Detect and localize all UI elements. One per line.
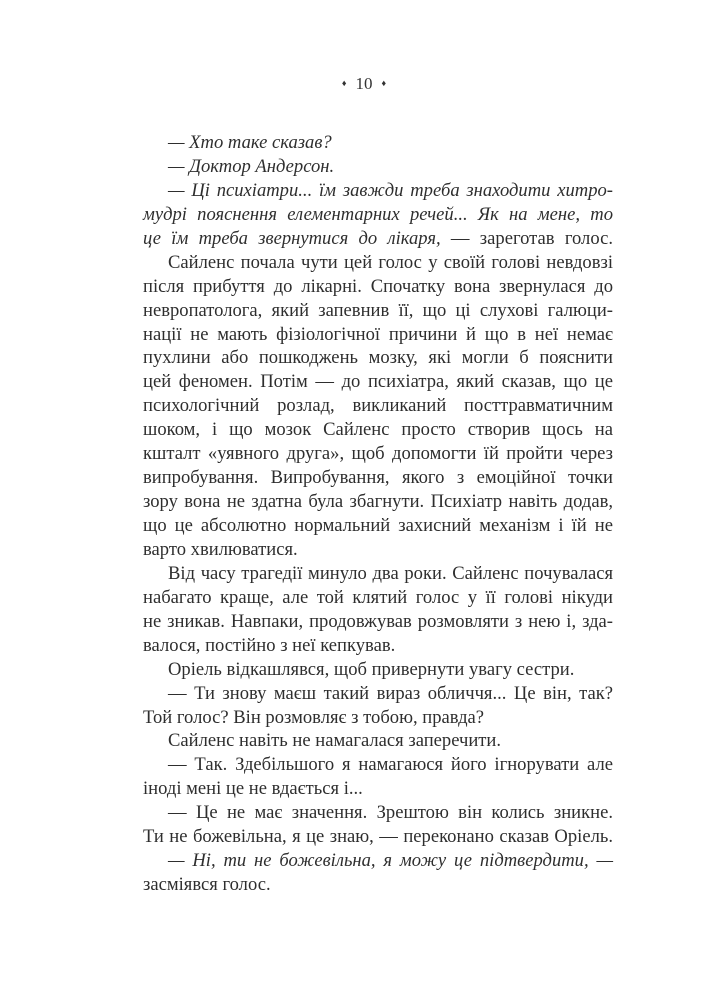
text-line (143, 562, 613, 586)
text-line (143, 658, 613, 682)
text-segment: цей феномен. Потім — до психіатра, який сказав, що це (143, 371, 613, 393)
text-segment: Від часу трагедії минуло два роки. Сайленс почувалася (168, 562, 613, 584)
text-line (143, 251, 613, 275)
text-line (143, 394, 613, 418)
text-line (143, 442, 613, 466)
italic-text-segment: — Ні, ти не божевільна, я можу це підтвердити, — (168, 850, 613, 872)
text-line (143, 275, 613, 299)
text-line (143, 801, 613, 825)
text-line (143, 370, 613, 394)
page-number: 10 (355, 74, 373, 93)
text-line (143, 514, 613, 538)
text-segment: нації не мають фізіологічної причини й що в неї немає (143, 323, 613, 345)
diamond-ornament-icon: ♦ (381, 78, 387, 89)
text-line (143, 706, 613, 730)
text-line (143, 155, 613, 179)
diamond-ornament-icon: ♦ (341, 78, 347, 89)
text-segment: не зникав. Навпаки, продовжував розмовляти з нею і, зда- (143, 610, 613, 632)
text-segment: шоком, і що мозок Сайленс просто створив щось на (143, 419, 613, 441)
text-segment: Той голос? Він розмовляє з тобою, правда? (143, 706, 485, 728)
text-segment: — Так. Здебільшого я намагаюся його ігнорувати але (168, 754, 613, 776)
text-segment: — Ти знову маєш такий вираз обличчя... Це він, так? (168, 682, 613, 704)
text-line (143, 753, 613, 777)
text-line (143, 538, 613, 562)
text-line (143, 610, 613, 634)
text-segment: варто хвилюватися. (143, 538, 298, 560)
text-segment: набагато краще, але той клятий голос у її голові нікуди (143, 586, 613, 608)
text-line (143, 729, 613, 753)
text-segment: випробування. Випробування, якого з емоційної точки (143, 467, 613, 489)
text-segment: що це абсолютно нормальний захисний механізм і їй не (143, 515, 613, 536)
text-line (143, 490, 613, 514)
text-segment: — Це не має значення. Зрештою він колись зникне. (168, 802, 613, 824)
text-segment: Оріель відкашлявся, щоб привернути увагу сестри. (168, 658, 575, 680)
italic-text-segment: мудрі пояснення елементарних речей... Як на мене, то (143, 203, 613, 225)
text-line (143, 777, 613, 801)
text-segment: кшталт «уявного друга», щоб допомогти їй пройти через (143, 443, 613, 465)
text-segment: пухлини або пошкоджень мозку, які могли б пояснити (143, 347, 613, 369)
text-line (143, 323, 613, 347)
text-segment: Сайленс почала чути цей голос у своїй голові невдовзі (168, 251, 613, 273)
italic-text-segment: — Доктор Андерсон. (168, 155, 335, 177)
text-segment: після прибуття до лікарні. Спочатку вона звернулася до (143, 275, 613, 297)
text-line (143, 131, 613, 155)
text-segment: — зареготав голос. (440, 227, 613, 249)
page-header (0, 72, 728, 97)
italic-text-segment: — Ці психіатри... їм завжди треба знаходити хитро- (168, 179, 613, 201)
italic-text-segment: — Хто таке сказав? (168, 132, 332, 153)
italic-text-segment: це їм треба звернутися до лікаря, (143, 227, 441, 249)
text-segment: валося, постійно з неї кепкував. (143, 634, 396, 656)
text-line (143, 203, 613, 227)
text-segment: невропатолога, який запевнив її, що ці слухові галюци- (143, 299, 613, 321)
text-line (143, 179, 613, 203)
text-line (143, 849, 613, 873)
text-line (143, 299, 613, 323)
text-segment: іноді мені це не вдається і... (143, 778, 363, 800)
text-line (143, 346, 613, 370)
text-line (143, 825, 613, 849)
text-segment: Сайленс навіть не намагалася заперечити. (168, 730, 502, 752)
text-line (143, 682, 613, 706)
text-line (143, 586, 613, 610)
text-segment: засміявся голос. (143, 874, 271, 896)
text-line (143, 634, 613, 658)
text-line (143, 418, 613, 442)
text-segment: психологічний розлад, викликаний посттравматичним (143, 395, 613, 417)
text-segment: зору вона не здатна була збагнути. Психіатр навіть додав, (143, 491, 613, 513)
text-line (143, 227, 613, 251)
text-line (143, 873, 613, 897)
text-segment: Ти не божевільна, я це знаю, — переконано сказав Оріель. (143, 826, 613, 848)
text-line (143, 466, 613, 490)
body-text (143, 131, 613, 897)
